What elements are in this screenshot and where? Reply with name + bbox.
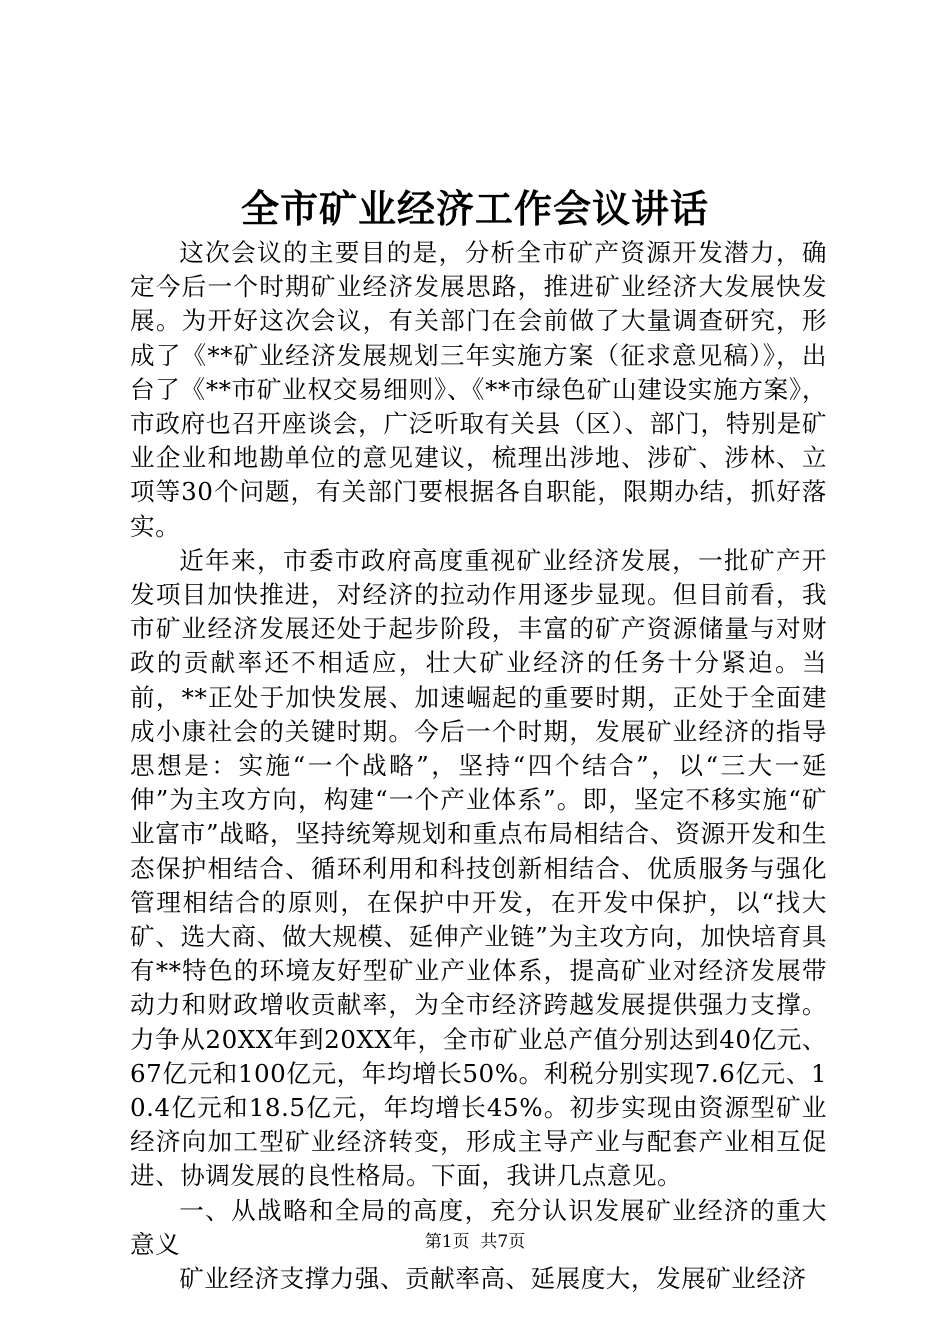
page-total: 共7页 [480, 1232, 526, 1252]
document-body [130, 236, 827, 1296]
paragraph-meeting-purpose: 这次会议的主要目的是，分析全市矿产资源开发潜力，确定今后一个时期矿业经济发展思路，推进矿业经济大发展快发展。为开好这次会议，有关部门在会前做了大量调查研究，形成了《**矿业经济发展规划三年实施方案（征求意见稿）》，出台了《**市矿业权交易细则》、《**市绿色矿山建设实施方案》，市政府也召开座谈会，广泛听取有关县（区）、部门，特别是矿业企业和地勘单位的意见建议，梳理出涉地、涉矿、涉林、立项等30个问题，有关部门要根据各自职能，限期办结，抓好落实。 [130, 238, 827, 541]
footer-spacer [470, 1232, 481, 1252]
document-title: 全市矿业经济工作会议讲话 [240, 186, 709, 231]
paragraph-section-one-start: 矿业经济支撑力强、贡献率高、延展度大，发展矿业经济 [179, 1264, 807, 1294]
page-footer [0, 1230, 950, 1254]
page-number: 第1页 [424, 1232, 470, 1252]
paragraph-guiding-ideology: 近年来，市委市政府高度重视矿业经济发展，一批矿产开发项目加快推进，对经济的拉动作用逐步显现。但目前看，我市矿业经济发展还处于起步阶段，丰富的矿产资源储量与对财政的贡献率还不相适应，壮大矿业经济的任务十分紧迫。当前，**正处于加快发展、加速崛起的重要时期，正处于全面建成小康社会的关键时期。今后一个时期，发展矿业经济的指导思想是：实施“一个战略”，坚持“四个结合”，以“三大一延伸”为主攻方向，构建“一个产业体系”。即，坚定不移实施“矿业富市”战略，坚持统筹规划和重点布局相结合、资源开发和生态保护相结合、循环利用和科技创新相结合、优质服务与强化管理相结合的原则，在保护中开发，在开发中保护，以“找大矿、选大商、做大规模、延伸产业链”为主攻方向，加快培育具有**特色的环境友好型矿业产业体系，提高矿业对经济发展带动力和财政增收贡献率，为全市经济跨越发展提供强力支撑。力争从20XX年到20XX年，全市矿业总产值分别达到40亿元、67亿元和100亿元，年均增长50%。利税分别实现7.6亿元、10.4亿元和18.5亿元，年均增长45%。初步实现由资源型矿业经济向加工型矿业经济转变，形成主导产业与配套产业相互促进、协调发展的良性格局。下面，我讲几点意见。 [130, 545, 827, 1191]
section-heading-one: 一、从战略和全局的高度，充分认识发展矿业经济的重大意义 [130, 1195, 827, 1259]
